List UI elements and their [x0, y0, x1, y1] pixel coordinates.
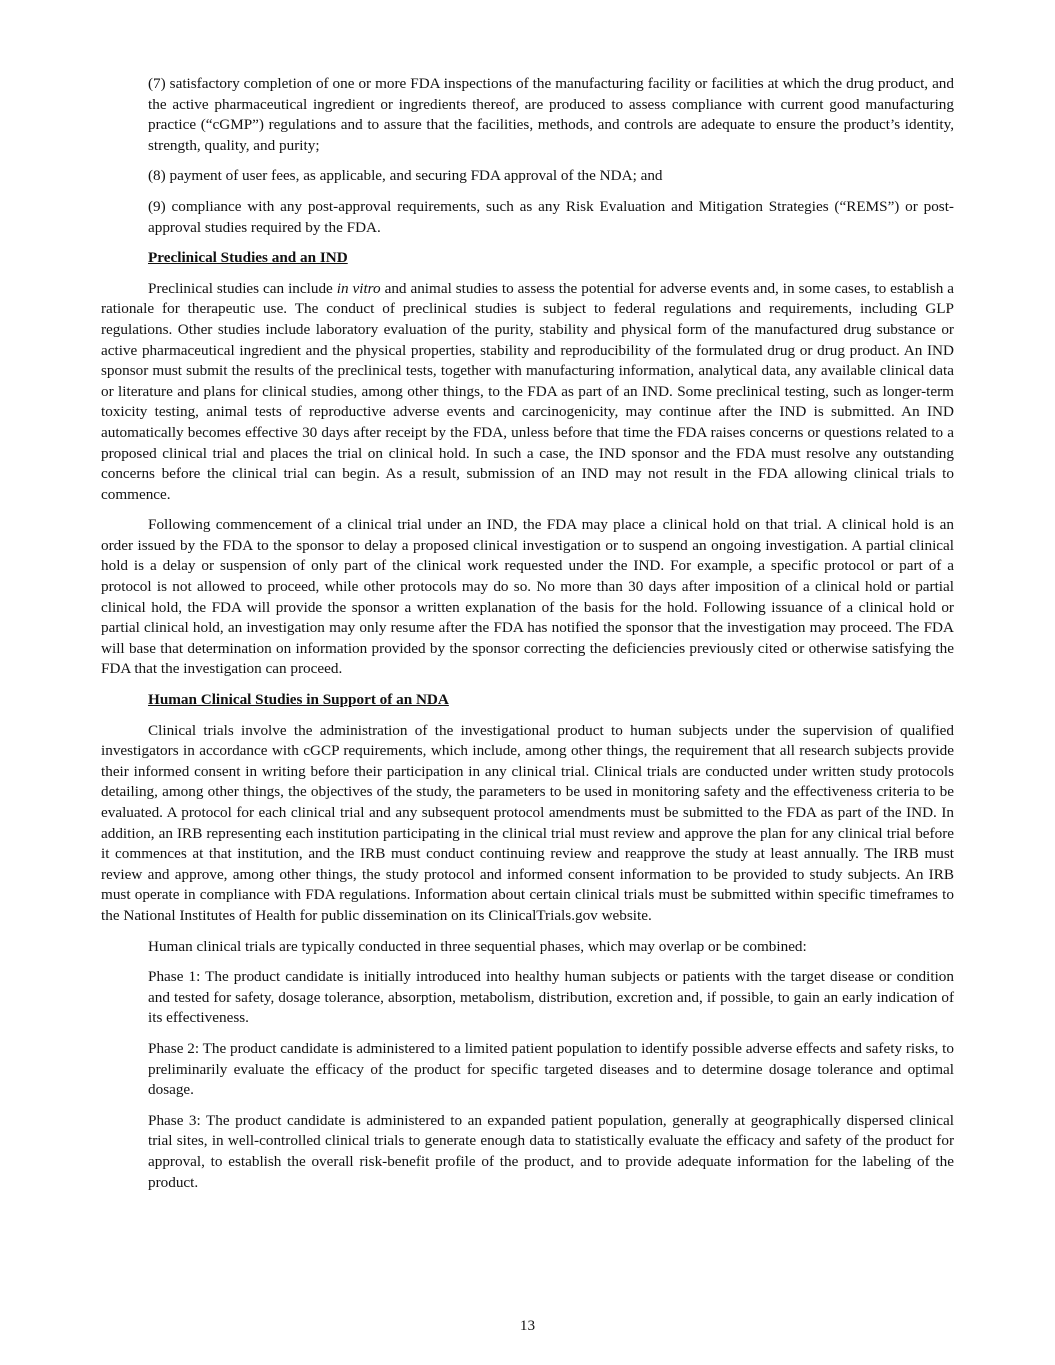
text-run: and animal studies to assess the potential for adverse events and, in some cases, to establish a rationale for therapeutic use. The conduct of preclinical studies is subject to federal regulations and requirements, including GLP regulations. Other studies include laboratory evaluation of the purity, stability and physical form of the manufactured drug substance or active pharmaceutical ingredient and the physical properties, stability and reproducibility of the formulated drug or drug product. An IND sponsor must submit the results of the preclinical tests, together with manufacturing information, analytical data, any available clinical data or literature and plans for clinical studies, among other things, to the FDA as part of an IND. Some preclinical testing, such as longer-term toxicity testing, animal tests of reproductive adverse events and carcinogenicity, may continue after the IND is submitted. An IND automatically becomes effective 30 days after receipt by the FDA, unless before that time the FDA raises concerns or questions related to a proposed clinical trial and places the trial on clinical hold. In such a case, the IND sponsor and the FDA must resolve any outstanding concerns before the clinical trial can begin. As a result, submission of an IND may not result in the FDA allowing clinical trials to commence. — [101, 279, 954, 503]
document-body — [101, 74, 954, 1203]
paragraph: Following commencement of a clinical trial under an IND, the FDA may place a clinical hold on that trial. A clinical hold is an order issued by the FDA to the sponsor to delay a proposed clinical investigation or to suspend an ongoing investigation. A partial clinical hold is a delay or suspension of only part of the clinical work requested under the IND. For example, a specific protocol or part of a protocol is not allowed to proceed, while other protocols may do so. No more than 30 days after imposition of a clinical hold or partial clinical hold, the FDA will provide the sponsor a written explanation of the basis for the hold. Following issuance of a clinical hold or partial clinical hold, an investigation may only resume after the FDA has notified the sponsor that the investigation may proceed. The FDA will base that determination on information provided by the sponsor correcting the deficiencies previously cited or otherwise satisfying the FDA that the investigation can proceed. — [101, 516, 954, 678]
list-item: (9) compliance with any post-approval requirements, such as any Risk Evaluation and Mitigation Strategies (“REMS”) or post-approval studies required by the FDA. — [148, 197, 954, 236]
paragraph — [101, 279, 954, 506]
paragraph: Human clinical trials are typically conducted in three sequential phases, which may overlap or be combined: — [148, 937, 807, 955]
phase-item: Phase 2: The product candidate is administered to a limited patient population to identify possible adverse effects and safety risks, to preliminarily evaluate the efficacy of the product for specific targeted diseases and to determine dosage tolerance and optimal dosage. — [148, 1039, 954, 1099]
phase-item: Phase 1: The product candidate is initially introduced into healthy human subjects or patients with the target disease or condition and tested for safety, dosage tolerance, absorption, metabolism, distribution, excretion and, if possible, to gain an early indication of its effectiveness. — [148, 968, 954, 1027]
list-item: (7) satisfactory completion of one or more FDA inspections of the manufacturing facility or facilities at which the drug product, and the active pharmaceutical ingredient or ingredients thereof, are produced to assess compliance with current good manufacturing practice (“cGMP”) regulations and to assure that the facilities, methods, and controls are adequate to ensure the product’s identity, strength, quality, and purity; — [148, 75, 954, 154]
paragraph: Clinical trials involve the administration of the investigational product to human subjects under the supervision of qualified investigators in accordance with cGCP requirements, which include, among other things, the requirement that all research subjects provide their informed consent in writing before their participation in any clinical trial. Clinical trials are conducted under written study protocols detailing, among other things, the objectives of the study, the parameters to be used in monitoring safety and the effectiveness criteria to be evaluated. A protocol for each clinical trial and any subsequent protocol amendments must be submitted to the FDA as part of the IND. In addition, an IRB representing each institution participating in the clinical trial must review and approve the plan for any clinical trial before it commences at that institution, and the IRB must conduct continuing review and reapprove the study at least annually. The IRB must review and approve, among other things, the study protocol and informed consent information to be provided to study subjects. An IRB must operate in compliance with FDA regulations. Information about certain clinical trials must be submitted within specific timeframes to the National Institutes of Health for public dissemination on its ClinicalTrials.gov website. — [101, 721, 954, 924]
section-heading-human-clinical: Human Clinical Studies in Support of an NDA — [148, 691, 449, 709]
italic-term: in vitro — [336, 279, 381, 297]
phase-item: Phase 3: The product candidate is administered to an expanded patient population, generally at geographically dispersed clinical trial sites, in well-controlled clinical trials to generate enough data to statistically evaluate the efficacy and safety of the product for approval, to establish the overall risk-benefit profile of the product, and to provide adequate information for the labeling of the product. — [148, 1111, 954, 1191]
text-run: Preclinical studies can include — [148, 279, 337, 297]
list-item: (8) payment of user fees, as applicable, and securing FDA approval of the NDA; and — [148, 167, 663, 185]
section-heading-preclinical: Preclinical Studies and an IND — [148, 249, 348, 267]
page-number: 13 — [519, 1317, 536, 1334]
